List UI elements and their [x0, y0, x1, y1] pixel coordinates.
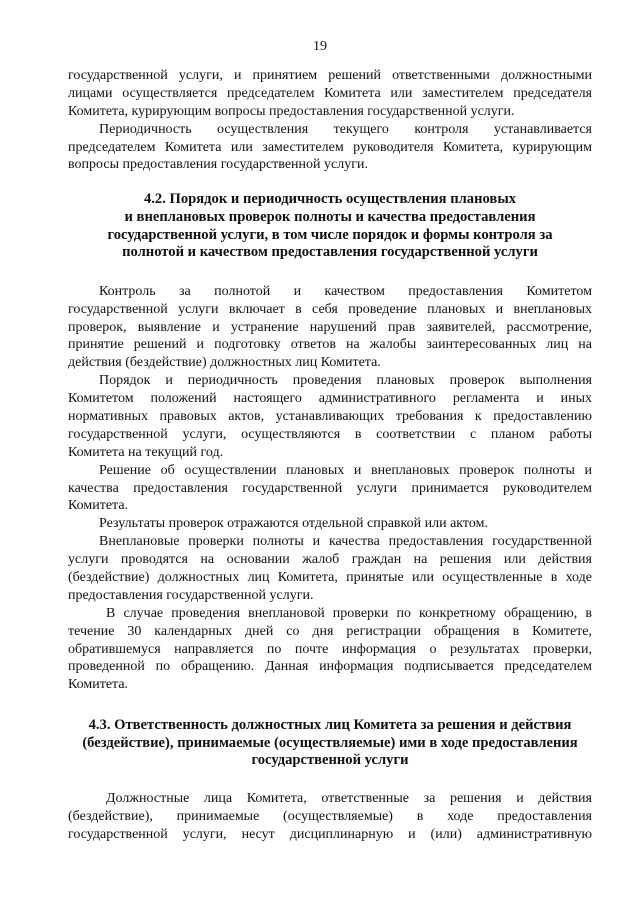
text-line: В случае проведения внеплановой проверки по конкретному обращению, в [106, 605, 592, 621]
section-4-2-paragraph-3 [68, 462, 592, 516]
text-line: Комитета. [68, 498, 129, 514]
intro-section [68, 67, 592, 174]
text-line: Контроль за полнотой и качеством предоставления Комитетом [99, 283, 592, 299]
section-4-2-paragraph-2 [68, 372, 592, 461]
intro-paragraph-2 [68, 121, 592, 175]
text-line: проведенной по обращению. Данная информация подписывается председателем [68, 659, 592, 675]
text-line: Решение об осуществлении плановых и внеплановых проверок полноты и [99, 462, 592, 478]
text-line: Внеплановые проверки полноты и качества предоставления государственной [99, 534, 592, 550]
text-line: качества предоставления государственной услуги принимается руководителем [68, 480, 592, 496]
text-line: Результаты проверок отражаются отдельной справкой или актом. [99, 516, 488, 532]
text-line: принятие решений и подготовку ответов на жалобы заинтересованных лиц на [68, 337, 592, 353]
heading-line: полнотой и качеством предоставления государственной услуги [122, 244, 538, 261]
text-line: действия (бездействие) должностных лиц Комитета. [68, 355, 381, 371]
text-line: Должностные лица Комитета, ответственные за решения и действия [106, 790, 592, 806]
section-4-2-paragraph-6 [68, 605, 592, 694]
section-4-3 [68, 717, 592, 843]
document-body [68, 67, 592, 844]
text-line: Комитета. [68, 677, 129, 693]
text-line: нормативных правовых актов, устанавливающих требования к предоставлению [68, 408, 592, 424]
text-line: государственной услуги, несут дисциплинарную и (или) административную [68, 826, 592, 842]
text-line: Комитета на текущий год. [68, 444, 224, 460]
text-line: предоставления государственной услуги. [68, 587, 314, 603]
text-line: Периодичность осуществления текущего контроля устанавливается [99, 121, 592, 137]
section-4-3-heading [68, 717, 592, 770]
text-line: Порядок и периодичность проведения плановых проверок выполнения [99, 373, 592, 389]
section-4-2-heading [68, 191, 592, 261]
text-line: Комитета, курирующим вопросы предоставления государственной услуги. [68, 103, 515, 119]
text-line: Комитетом положений настоящего административного регламента и иных [68, 391, 592, 407]
text-line: (бездействие), принимаемые (осуществляемые) в ходе предоставления [68, 808, 592, 824]
section-4-2-paragraph-5 [68, 533, 592, 605]
heading-line: 4.3. Ответственность должностных лиц Комитета за решения и действия [88, 717, 572, 734]
section-4-2-paragraph-1 [68, 283, 592, 372]
heading-line: государственной услуги [251, 752, 409, 769]
heading-line: и внеплановых проверок полноты и качества предоставления [124, 208, 536, 225]
text-line: течение 30 календарных дней со дня регистрации обращения в Комитете, [68, 623, 592, 639]
page-number: 19 [313, 39, 327, 54]
heading-line: (бездействие), принимаемые (осуществляемые) ими в ходе предоставления [82, 734, 578, 751]
text-line: председателем Комитета или заместителем руководителя Комитета, курирующим [68, 139, 592, 155]
text-line: услуги проводятся на основании жалоб граждан на решения или действия [68, 552, 592, 568]
section-4-2 [68, 191, 592, 694]
text-line: лицами осуществляется председателем Комитета или заместителем председателя [68, 85, 592, 101]
section-4-3-paragraph-1 [68, 790, 592, 844]
text-line: государственной услуги, осуществляются в соответствии с планом работы [68, 426, 592, 442]
intro-paragraph-1 [68, 67, 592, 121]
text-line: государственной услуги включает в себя проведение плановых и внеплановых [68, 301, 592, 317]
text-line: (бездействие) должностных лиц Комитета, принятые или осуществленные в ходе [68, 569, 592, 585]
section-4-2-paragraph-4 [68, 515, 592, 533]
text-line: проверок, выявление и устранение нарушений прав заявителей, рассмотрение, [68, 319, 592, 335]
text-line: обратившемуся направляется по почте информация о результатах проверки, [68, 641, 592, 657]
text-line: государственной услуги, и принятием решений ответственными должностными [68, 68, 592, 83]
heading-line: государственной услуги, в том числе порядок и формы контроля за [107, 226, 553, 243]
text-line: вопросы предоставления государственной услуги. [68, 157, 368, 173]
heading-line: 4.2. Порядок и периодичность осуществления плановых [143, 191, 517, 208]
